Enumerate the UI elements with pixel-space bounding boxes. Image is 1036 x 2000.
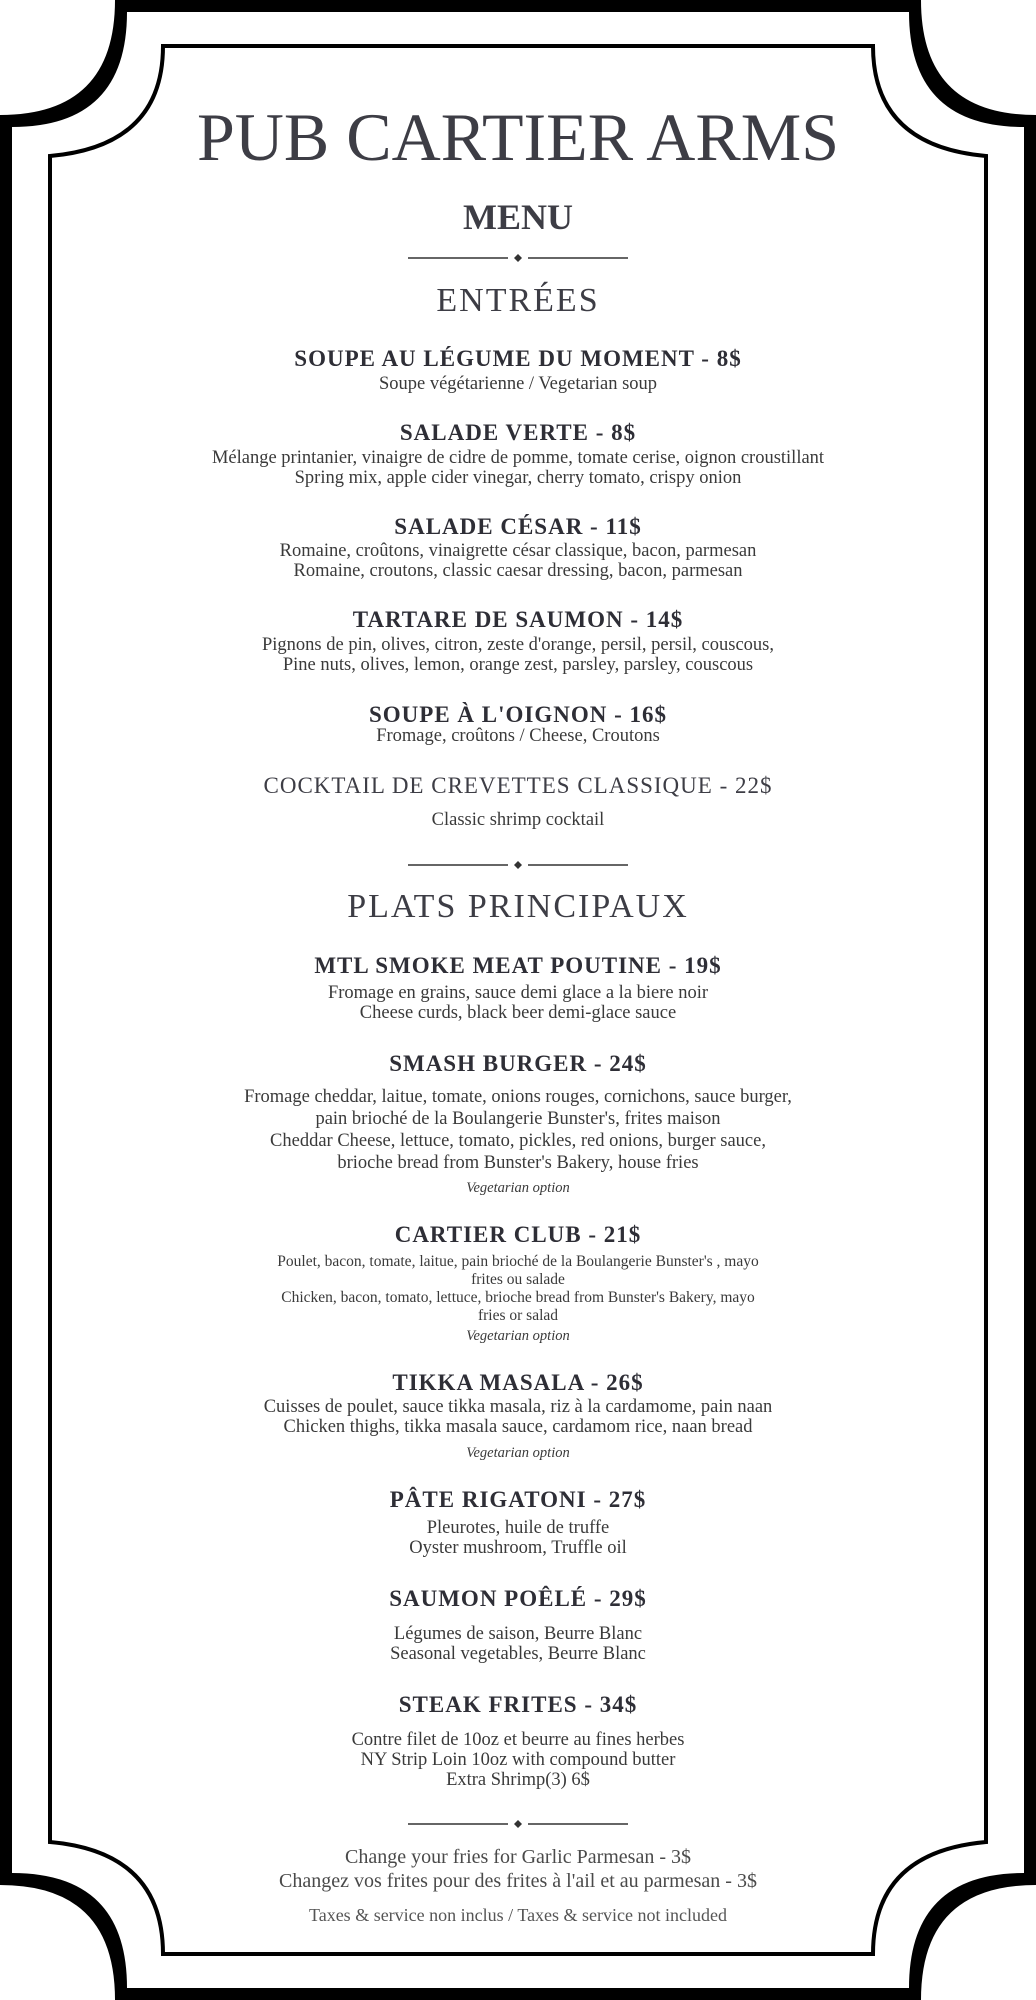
entree-item-name: COCKTAIL DE CREVETTES CLASSIQUE - 22$ xyxy=(263,773,773,798)
entree-item-desc: Fromage, croûtons / Cheese, Croutons xyxy=(376,726,660,746)
plat-item-name: TIKKA MASALA - 26$ xyxy=(392,1370,644,1395)
plat-item-desc: Poulet, bacon, tomate, laitue, pain brioché de la Boulangerie Bunster's , mayo frites ou salade Chicken, bacon, tomato, lettuce, brioche bread from Bunster's Bakery, mayo fries or salad xyxy=(277,1253,759,1324)
fries-upgrade-fr: Changez vos frites pour des frites à l'ail et au parmesan - 3$ xyxy=(279,1870,757,1892)
plat-item-desc: Cuisses de poulet, sauce tikka masala, riz à la cardamome, pain naan Chicken thighs, tikka masala sauce, cardamom rice, naan bread xyxy=(263,1397,773,1437)
plat-item-desc: Contre filet de 10oz et beurre au fines herbes NY Strip Loin 10oz with compound butter Extra Shrimp(3) 6$ xyxy=(351,1730,685,1790)
plat-item-desc: Fromage cheddar, laitue, tomate, onions rouges, cornichons, sauce burger, pain brioché de la Boulangerie Bunster's, frites maison Cheddar Cheese, lettuce, tomato, pickles, red onions, burger sauce, brioche bread from Bunster's Bakery, house fries xyxy=(244,1087,792,1173)
entree-item-name: SOUPE À L'OIGNON - 16$ xyxy=(368,702,668,727)
entree-item-name: SOUPE AU LÉGUME DU MOMENT - 8$ xyxy=(294,346,742,371)
taxes-note: Taxes & service non inclus / Taxes & service not included xyxy=(308,1905,728,1925)
plat-item-name: PÂTE RIGATONI - 27$ xyxy=(389,1487,647,1512)
restaurant-name: PUB CARTIER ARMS xyxy=(196,99,840,175)
entree-item-desc: Classic shrimp cocktail xyxy=(431,810,605,830)
ornament-divider xyxy=(408,253,628,263)
plat-item-name: CARTIER CLUB - 21$ xyxy=(394,1222,642,1247)
plat-item-name: SAUMON POÊLÉ - 29$ xyxy=(389,1586,647,1611)
vegetarian-option-note: Vegetarian option xyxy=(466,1328,570,1344)
plat-item-desc: Légumes de saison, Beurre Blanc Seasonal vegetables, Beurre Blanc xyxy=(390,1624,646,1664)
entree-item-desc: Soupe végétarienne / Vegetarian soup xyxy=(378,374,658,394)
ornament-divider xyxy=(408,1819,628,1829)
entree-item-desc: Romaine, croûtons, vinaigrette césar classique, bacon, parmesan Romaine, croutons, classic caesar dressing, bacon, parmesan xyxy=(279,541,757,581)
entree-item-desc: Mélange printanier, vinaigre de cidre de pomme, tomate cerise, oignon croustillant Spring mix, apple cider vinegar, cherry tomato, crispy onion xyxy=(211,448,825,488)
entree-item-name: SALADE VERTE - 8$ xyxy=(399,420,637,445)
entree-item-name: SALADE CÉSAR - 11$ xyxy=(394,514,642,539)
menu-title: MENU xyxy=(463,197,573,237)
plat-item-name: MTL SMOKE MEAT POUTINE - 19$ xyxy=(314,953,722,978)
plats-section-title: PLATS PRINCIPAUX xyxy=(347,888,689,925)
plat-item-desc: Pleurotes, huile de truffe Oyster mushroom, Truffle oil xyxy=(409,1518,627,1558)
footer-fries-upgrade xyxy=(150,1845,886,1893)
entree-item-desc: Pignons de pin, olives, citron, zeste d'orange, persil, persil, couscous, Pine nuts, olives, lemon, orange zest, parsley, parsley, couscous xyxy=(262,635,774,675)
plat-item-name: SMASH BURGER - 24$ xyxy=(389,1051,647,1076)
plat-item-name: STEAK FRITES - 34$ xyxy=(398,1692,638,1717)
plat-item-desc: Fromage en grains, sauce demi glace a la biere noir Cheese curds, black beer demi-glace sauce xyxy=(327,983,709,1023)
vegetarian-option-note: Vegetarian option xyxy=(466,1445,570,1461)
entrees-section-title: ENTRÉES xyxy=(436,282,600,319)
ornament-divider xyxy=(408,860,628,870)
fries-upgrade-en: Change your fries for Garlic Parmesan - 3$ xyxy=(345,1846,691,1868)
vegetarian-option-note: Vegetarian option xyxy=(466,1180,570,1196)
entree-item-name: TARTARE DE SAUMON - 14$ xyxy=(352,607,684,632)
